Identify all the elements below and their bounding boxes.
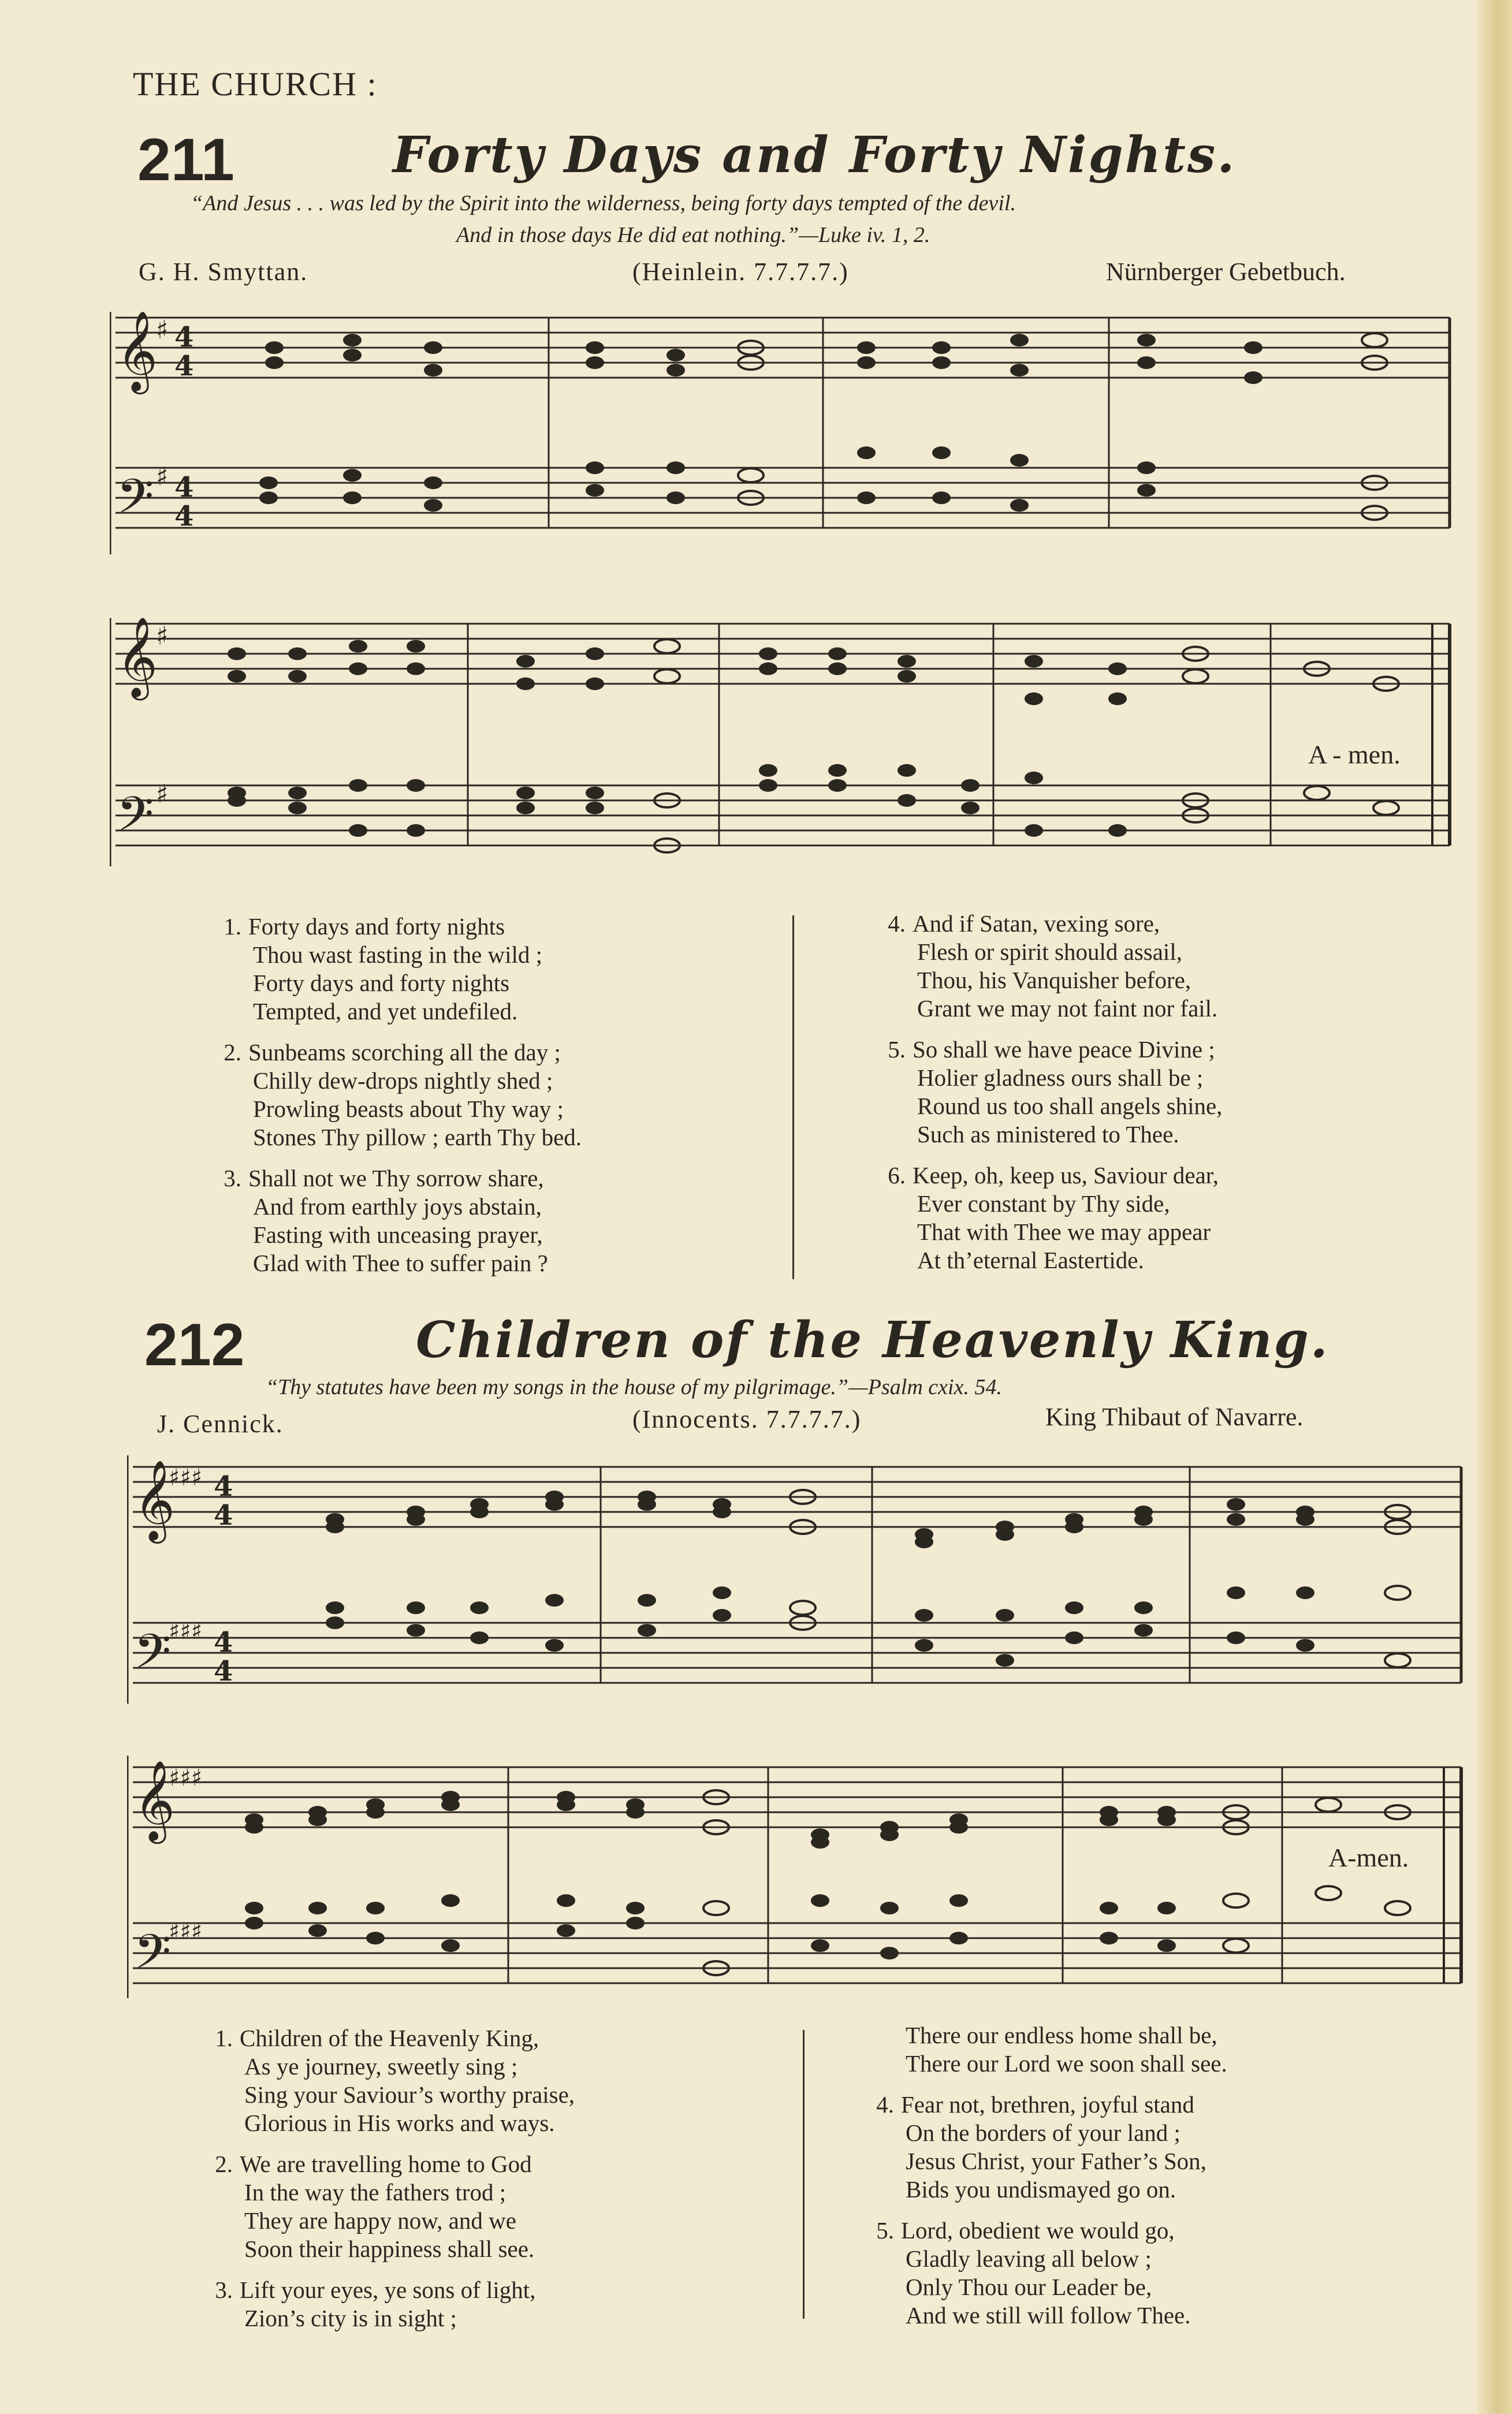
music-system: [127, 1444, 1467, 1733]
verse-line: Children of the Heavenly King,: [240, 2025, 539, 2051]
verse-line: Lift your eyes, ye sons of light,: [240, 2277, 536, 2303]
music-system-4-svg: [127, 1744, 1467, 2027]
verse-number: 5.: [888, 1036, 906, 1063]
amen-text: A - men.: [1308, 740, 1401, 769]
verse-line: Flesh or spirit should assail,: [917, 938, 1182, 965]
verse-line: Jesus Christ, your Father’s Son,: [906, 2148, 1206, 2174]
hymn-number: 211: [137, 126, 234, 193]
svg-text:𝄢: 𝄢: [134, 1623, 172, 1691]
verse-line: Glorious in His works and ways.: [244, 2110, 555, 2136]
verse-line: And from earthly joys abstain,: [253, 1193, 542, 1220]
verse: [876, 2216, 1227, 2330]
verse-line: That with Thee we may appear: [917, 1219, 1211, 1245]
verse-number: 3.: [224, 1165, 241, 1191]
verse-number: 5.: [876, 2217, 894, 2244]
verse-line: Gladly leaving all below ;: [906, 2245, 1152, 2272]
svg-text:𝄢: 𝄢: [117, 468, 154, 536]
verse-line: As ye journey, sweetly sing ;: [244, 2053, 518, 2080]
verses-left-column: [215, 2024, 575, 2345]
verse-line: In the way the fathers trod ;: [244, 2179, 507, 2206]
verse-line: Keep, oh, keep us, Saviour dear,: [913, 1162, 1219, 1189]
verse-line: Grant we may not faint nor fail.: [917, 995, 1218, 1022]
verse-number: 6.: [888, 1162, 906, 1189]
verse-line: Prowling beasts about Thy way ;: [253, 1096, 564, 1122]
verse-continuation: [901, 2021, 1227, 2078]
verse: [876, 2091, 1227, 2204]
svg-text:♯♯♯: ♯♯♯: [169, 1465, 203, 1491]
hymn-title: Children of the Heavenly King.: [416, 1311, 1329, 1369]
verse-number: 3.: [215, 2277, 233, 2303]
verses-left-column: [224, 912, 582, 1290]
svg-text:4: 4: [214, 1626, 233, 1659]
verse-line: Thou wast fasting in the wild ;: [253, 941, 543, 968]
verse-number: 4.: [876, 2091, 894, 2118]
verse-number: 2.: [224, 1039, 241, 1066]
verse-line: We are travelling home to God: [240, 2151, 532, 2177]
music-system-1-svg: [110, 300, 1455, 566]
author-credit: G. H. Smyttan.: [139, 258, 308, 286]
column-rule: [792, 915, 794, 1279]
verse-number: 1.: [215, 2025, 233, 2051]
verse: [215, 2024, 575, 2137]
page-edge: [1477, 0, 1512, 2414]
svg-text:𝄞: 𝄞: [117, 617, 158, 697]
verse-line: Round us too shall angels shine,: [917, 1093, 1223, 1119]
verse-line: Only Thou our Leader be,: [906, 2274, 1152, 2300]
verse-line: So shall we have peace Divine ;: [913, 1036, 1215, 1063]
verse-line: Forty days and forty nights: [253, 970, 510, 996]
svg-text:4: 4: [174, 321, 194, 353]
svg-text:4: 4: [214, 1499, 233, 1532]
verses-right-column: [888, 910, 1223, 1287]
verse-number: 4.: [888, 910, 906, 937]
verse-line: Forty days and forty nights: [248, 913, 505, 940]
verse-line: Such as ministered to Thee.: [917, 1121, 1179, 1148]
music-system: [110, 601, 1455, 889]
svg-text:4: 4: [174, 471, 194, 504]
svg-text:𝄢: 𝄢: [117, 786, 154, 854]
svg-text:𝄞: 𝄞: [117, 311, 158, 391]
running-head: THE CHURCH :: [133, 65, 378, 103]
author-credit: J. Cennick.: [157, 1410, 284, 1438]
verses-right-column: [876, 2021, 1227, 2342]
verse: [215, 2150, 575, 2263]
tune-source: Nürnberger Gebetbuch.: [1106, 258, 1346, 286]
verse-line: Shall not we Thy sorrow share,: [248, 1165, 544, 1191]
epigraph-line: “Thy statutes have been my songs in the house of my pilgrimage.”—Psalm cxix. 54.: [266, 1375, 1002, 1399]
verse-line: Ever constant by Thy side,: [917, 1190, 1170, 1217]
svg-text:♯♯♯: ♯♯♯: [169, 1765, 203, 1791]
verse-line: Holier gladness ours shall be ;: [917, 1064, 1204, 1091]
verse-line: Chilly dew-drops nightly shed ;: [253, 1067, 553, 1094]
verse-line: There our endless home shall be,: [906, 2022, 1217, 2048]
verse-line: Sing your Saviour’s worthy praise,: [244, 2081, 575, 2108]
verse-line: Thou, his Vanquisher before,: [917, 967, 1191, 993]
verse-line: Lord, obedient we would go,: [901, 2217, 1175, 2244]
svg-text:𝄢: 𝄢: [134, 1924, 172, 1991]
tune-source: King Thibaut of Navarre.: [1045, 1403, 1304, 1431]
music-system: [110, 300, 1455, 566]
verse-line: At th’eternal Eastertide.: [917, 1247, 1144, 1273]
svg-text:4: 4: [214, 1470, 233, 1503]
tune-name: (Heinlein. 7.7.7.7.): [632, 258, 849, 286]
verse-line: Stones Thy pillow ; earth Thy bed.: [253, 1124, 582, 1150]
column-rule: [803, 2030, 805, 2319]
svg-text:♯: ♯: [156, 462, 169, 491]
verse-line: Tempted, and yet undefiled.: [253, 998, 518, 1025]
verse: [888, 1161, 1222, 1275]
epigraph-line: “And Jesus . . . was led by the Spirit into the wilderness, being forty days tempted of the devil.: [191, 191, 1016, 215]
svg-text:4: 4: [214, 1655, 233, 1687]
svg-text:4: 4: [174, 500, 194, 532]
svg-text:𝄞: 𝄞: [134, 1760, 175, 1841]
verse-line: Zion’s city is in sight ;: [244, 2305, 457, 2331]
verse: [224, 912, 582, 1026]
verse: [224, 1038, 582, 1152]
hymn-title: Forty Days and Forty Nights.: [393, 126, 1237, 184]
music-system-3-svg: [127, 1444, 1467, 1733]
svg-text:♯: ♯: [156, 621, 169, 651]
verse: [888, 910, 1222, 1023]
verse-line: Fasting with unceasing prayer,: [253, 1221, 543, 1248]
verse-number: 1.: [224, 913, 241, 940]
verse-line: Glad with Thee to suffer pain ?: [253, 1250, 548, 1276]
svg-text:♯: ♯: [156, 780, 169, 809]
verse-line: There our Lord we soon shall see.: [906, 2050, 1227, 2077]
verse-line: And we still will follow Thee.: [906, 2302, 1191, 2329]
verse-line: And if Satan, vexing sore,: [913, 910, 1160, 937]
svg-text:♯: ♯: [156, 315, 169, 345]
verse: [888, 1035, 1223, 1149]
svg-text:♯♯♯: ♯♯♯: [169, 1618, 203, 1645]
verse-line: They are happy now, and we: [244, 2207, 516, 2234]
svg-text:𝄞: 𝄞: [134, 1460, 175, 1540]
music-system-2-svg: [110, 601, 1455, 889]
verse-line: Soon their happiness shall see.: [244, 2236, 535, 2262]
verse-number: 2.: [215, 2151, 233, 2177]
svg-text:4: 4: [174, 350, 194, 382]
verse: [224, 1164, 582, 1277]
verse-line: Fear not, brethren, joyful stand: [901, 2091, 1194, 2118]
verse-line: On the borders of your land ;: [906, 2119, 1180, 2146]
verse: [215, 2276, 575, 2333]
amen-text: A-men.: [1328, 1843, 1409, 1872]
tune-name: (Innocents. 7.7.7.7.): [632, 1405, 862, 1433]
svg-text:♯♯♯: ♯♯♯: [169, 1918, 203, 1945]
verse-line: Sunbeams scorching all the day ;: [248, 1039, 561, 1066]
epigraph-line: And in those days He did eat nothing.”—Luke iv. 1, 2.: [456, 223, 930, 247]
music-system: [127, 1744, 1467, 2027]
hymn-number: 212: [144, 1312, 245, 1379]
verse-line: Bids you undismayed go on.: [906, 2176, 1176, 2203]
